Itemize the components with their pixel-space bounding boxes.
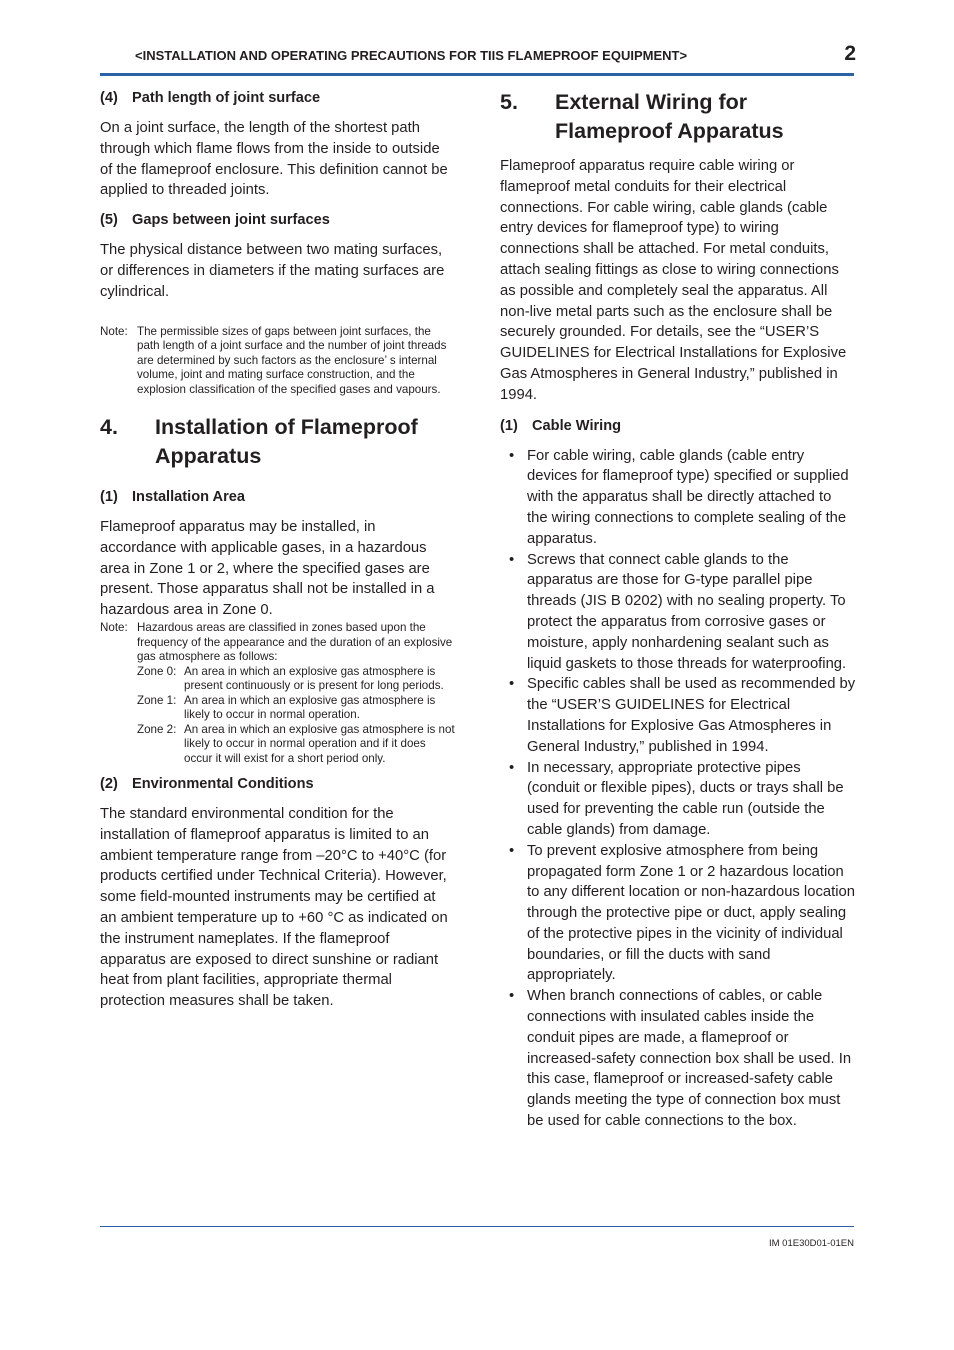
path-length-paragraph: On a joint surface, the length of the shortest path through which flame flows from the inside to outside of the flameproof enclosure. This definition cannot be applied to threaded joints. [100,120,448,199]
list-item-text: When branch connections of cables, or cable connections with insulated cables inside the conduit pipes are made, a flameproof or increased-safety connection box shall be used. In this case, flameproof or increased-safety cable glands meeting the type of connection box must be used for cable connections to the box. [527,988,852,1130]
subheading-environmental [100,774,456,794]
bullet-marker: • [509,676,515,693]
subheading-text: Path length of joint surface [132,90,321,106]
zone-1-item [100,694,456,723]
right-column [500,88,856,1132]
subheading-path-length [100,88,456,108]
note-label: Note: [100,324,128,338]
list-item [500,446,856,550]
bullet-marker: • [509,551,515,568]
zone-text: An area in which an explosive gas atmosphere is present continuously or is present for long periods. [184,664,444,693]
note-text: Hazardous areas are classified in zones based upon the frequency of the appearance and the duration of an explosive gas atmosphere as follows: [137,621,453,664]
section-number: 5. [500,90,518,114]
subheading-number: (5) [100,212,118,229]
list-item [500,674,856,757]
note-gaps [100,325,456,398]
subheading-text: Installation Area [132,489,245,506]
subheading-text: Gaps between joint surfaces [132,212,330,229]
header-title: <INSTALLATION AND OPERATING PRECAUTIONS FOR TIIS FLAMEPROOF EQUIPMENT> [135,48,688,63]
page-number: 2 [844,42,856,65]
list-item-text: For cable wiring, cable glands (cable entry devices for flameproof type) specified or supplied with the apparatus shall be directly attached to the wiring connections to complete sealing of the apparatus. [527,447,849,547]
header-rule [100,73,854,76]
list-item-text: Screws that connect cable glands to the apparatus are those for G-type parallel pipe threads (JIS B 0202) with no sealing property. To protect the apparatus from corrosive gases or moisture, apply nonhardening sealant such as liquid gaskets to those threads for waterproofing. [527,551,847,672]
bullet-marker: • [509,759,515,776]
subheading-number: (2) [100,776,118,793]
cable-wiring-list [500,446,856,1132]
installation-area-paragraph: Flameproof apparatus may be installed, in accordance with applicable gases, in a hazardous area in Zone 1 or 2, where the specified gases are present. Those apparatus shall not be installed in a hazardous area in Zone 0. [100,519,435,619]
external-wiring-paragraph: Flameproof apparatus require cable wiring or flameproof metal conduits for their electrical connections. For cable wiring, cable glands (cable entry devices for flameproof type) to wiring connections shall be attached. For metal conduits, attach sealing fittings as close to wiring connections as possible and completely seal the apparatus. All non-live metal parts such as the enclosure shall be securely grounded. For details, see the “USER’S GUIDELINES for Electrical Installations for Explosive Gas Atmospheres in General Industry,” published in 1994. [500,158,847,403]
zone-0-item [100,665,456,694]
zone-text: An area in which an explosive gas atmosphere is likely to occur in normal operation. [184,693,436,722]
subheading-cable-wiring [500,416,856,436]
list-item [500,550,856,675]
subheading-number: (1) [100,489,118,506]
subheading-number: (1) [500,417,518,434]
bullet-marker: • [509,842,515,859]
zone-label: Zone 0: [137,664,177,678]
left-column [100,88,456,1012]
zone-label: Zone 2: [137,722,177,736]
subheading-installation-area [100,487,456,507]
document-code: IM 01E30D01-01EN [768,1238,854,1249]
section-number: 4. [100,415,118,440]
footer-rule [100,1226,854,1227]
list-item [500,841,856,987]
note-zones [100,621,456,665]
list-item-text: Specific cables shall be used as recommended by the “USER’S GUIDELINES for Electrical Installations for Explosive Gas Atmospheres in General Industry,” published in 1994. [527,676,856,755]
zone-2-item [100,723,456,767]
list-item-text: To prevent explosive atmosphere from being propagated form Zone 1 or 2 hazardous location to any different location or non-hazardous location through the protective pipe or duct, apply sealing of the protective pipes in the vicinity of individual boundaries, or fill the ducts with sand appropriately. [527,842,855,984]
gaps-paragraph: The physical distance between two mating surfaces, or differences in diameters if the mating surfaces are cylindrical. [100,242,445,300]
list-item-text: In necessary, appropriate protective pipes (conduit or flexible pipes), ducts or trays shall be used for preventing the cable run (outside the cable glands) from damage. [527,759,844,838]
section-title: External Wiring for Flameproof Apparatus [555,90,784,143]
bullet-marker: • [509,447,515,464]
note-label: Note: [100,621,128,635]
zone-text: An area in which an explosive gas atmosphere is not likely to occur in normal operation and if it does occur it will exist for a short period only. [184,722,455,765]
zone-label: Zone 1: [137,693,177,707]
subheading-number: (4) [100,90,118,106]
list-item [500,758,856,841]
section-heading-5 [500,88,856,146]
section-heading-4 [100,413,456,471]
note-text: The permissible sizes of gaps between joint surfaces, the path length of a joint surface and the number of joint threads are determined by such factors as the enclosure’ s internal volume, joint and mating surface construction, and the explosion classification of the specified gases and vapours. [137,324,447,396]
section-title: Installation of Flameproof Apparatus [155,415,418,469]
environmental-paragraph: The standard environmental condition for the installation of flameproof apparatus is limited to an ambient temperature range from –20°C to +40°C (for products certified under Technical Criteria). However, some field-mounted instruments may be certified at an ambient temperature up to +60 °C as indicated on the instrument nameplates. If the flameproof apparatus are exposed to direct sunshine or radiant heat from plant facilities, appropriate thermal protection measures shall be taken. [100,806,448,1010]
subheading-text: Cable Wiring [532,417,622,434]
subheading-text: Environmental Conditions [132,776,314,793]
list-item [500,986,856,1132]
subheading-gaps [100,210,456,230]
bullet-marker: • [509,988,515,1005]
